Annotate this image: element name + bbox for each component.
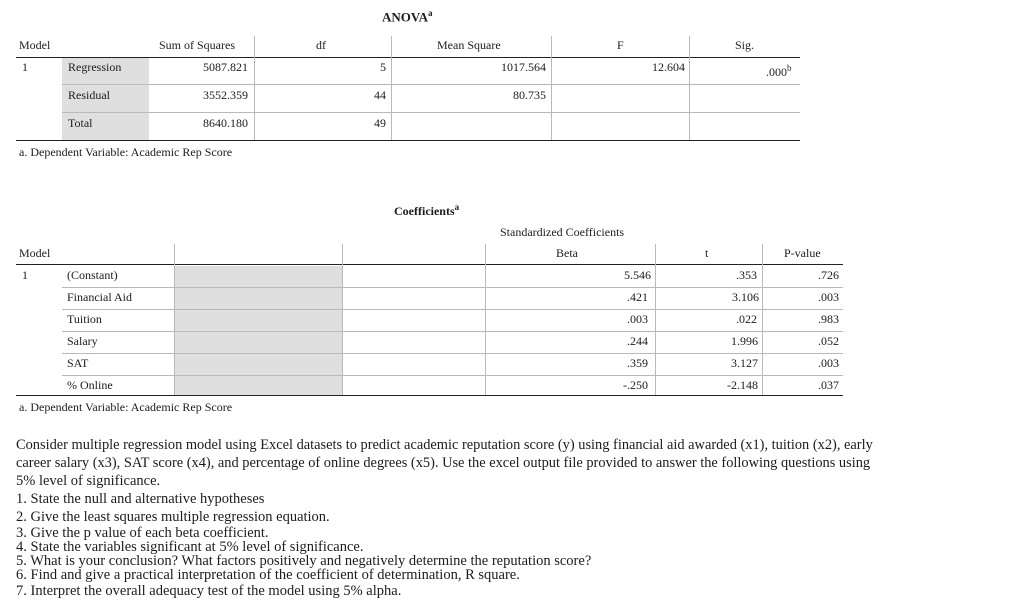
anova-header-rule <box>16 57 800 58</box>
row-label: Total <box>68 116 93 130</box>
anova-header-sig: Sig. <box>735 38 755 52</box>
coef-col-rule <box>342 244 343 395</box>
cell-ss: 3552.359 <box>203 88 248 102</box>
cell-t: -2.148 <box>727 378 758 392</box>
cell-ms: 1017.564 <box>501 60 546 74</box>
question-item: 5. What is your conclusion? What factors positively and negatively determine the reputation score? <box>16 553 592 569</box>
coefficients-title: Coefficients$^a$ <box>394 202 460 218</box>
anova-footnote: a. Dependent Variable: Academic Rep Score <box>19 145 233 159</box>
question-item: 1. State the null and alternative hypotheses <box>16 491 265 507</box>
cell-p: .726 <box>818 268 839 282</box>
row-label: Tuition <box>67 312 102 326</box>
anova-header-ms: Mean Square <box>437 38 501 52</box>
question-item: 2. Give the least squares multiple regression equation. <box>16 509 330 525</box>
coef-model-number: 1 <box>22 268 28 282</box>
cell-ss: 8640.180 <box>203 116 248 130</box>
anova-header-model: Model <box>19 38 51 52</box>
coef-header-beta: Beta <box>556 246 578 260</box>
anova-header-f: F <box>617 38 624 52</box>
anova-header-df: df <box>316 38 326 52</box>
coef-row-rule <box>62 331 843 332</box>
coef-header-std: Standardized Coefficients <box>500 225 625 239</box>
coef-col-rule <box>485 244 486 395</box>
question-intro-line: Consider multiple regression model using Excel datasets to predict academic reputation score (y) using financial aid awarded (x1), tuition (x2), early <box>16 437 873 453</box>
cell-ms: 80.735 <box>513 88 546 102</box>
coef-bottom-rule <box>16 395 843 396</box>
coef-header-t: t <box>705 246 709 260</box>
anova-col-rule <box>551 36 552 140</box>
question-item: 7. Interpret the overall adequacy test of the model using 5% alpha. <box>16 583 402 599</box>
cell-sig: .000$^b$ <box>766 63 792 79</box>
coef-col-rule <box>655 244 656 395</box>
cell-beta: .421 <box>627 290 648 304</box>
coef-row-rule <box>62 353 843 354</box>
cell-t: 3.127 <box>731 356 758 370</box>
cell-f: 12.604 <box>652 60 685 74</box>
question-item: 6. Find and give a practical interpretation of the coefficient of determination, R square. <box>16 567 520 583</box>
row-label: Residual <box>68 88 110 102</box>
cell-t: .022 <box>736 312 757 326</box>
anova-col-rule <box>254 36 255 140</box>
anova-model-number: 1 <box>22 60 28 74</box>
question-item: 4. State the variables significant at 5% level of significance. <box>16 539 364 555</box>
question-intro-line: 5% level of significance. <box>16 473 161 489</box>
cell-ss: 5087.821 <box>203 60 248 74</box>
coef-row-rule <box>62 287 843 288</box>
coef-col-rule <box>174 244 175 395</box>
row-label: (Constant) <box>67 268 118 282</box>
row-label: Financial Aid <box>67 290 132 304</box>
anova-col-rule <box>689 36 690 140</box>
cell-p: .983 <box>818 312 839 326</box>
question-intro-line: career salary (x3), SAT score (x4), and percentage of online degrees (x5). Use the excel output file provided to answer the following questions using <box>16 455 871 471</box>
cell-beta: -.250 <box>623 378 648 392</box>
cell-df: 5 <box>380 60 386 74</box>
coef-header-p: P-value <box>784 246 821 260</box>
cell-t: 3.106 <box>732 290 759 304</box>
cell-p: .037 <box>818 378 839 392</box>
anova-title: ANOVA$^a$ <box>382 8 433 25</box>
coef-row-rule <box>62 309 843 310</box>
cell-df: 49 <box>374 116 386 130</box>
cell-beta: .003 <box>627 312 648 326</box>
coef-header-rule <box>16 264 843 265</box>
cell-beta: 5.546 <box>624 268 651 282</box>
cell-p: .003 <box>818 290 839 304</box>
row-label: SAT <box>67 356 89 370</box>
row-label: Salary <box>67 334 98 348</box>
cell-p: .003 <box>818 356 839 370</box>
coef-header-model: Model <box>19 246 51 260</box>
row-label: Regression <box>68 60 122 74</box>
coef-col-rule <box>762 244 763 395</box>
cell-beta: .244 <box>627 334 648 348</box>
anova-header-ss: Sum of Squares <box>159 38 235 52</box>
coef-row-rule <box>62 375 843 376</box>
row-label: % Online <box>67 378 113 392</box>
anova-bottom-rule <box>16 140 800 141</box>
cell-beta: .359 <box>627 356 648 370</box>
cell-p: .052 <box>818 334 839 348</box>
cell-t: 1.996 <box>731 334 758 348</box>
question-item: 3. Give the p value of each beta coefficient. <box>16 525 269 541</box>
cell-df: 44 <box>374 88 386 102</box>
anova-col-rule <box>391 36 392 140</box>
coef-footnote: a. Dependent Variable: Academic Rep Score <box>19 400 233 414</box>
cell-t: .353 <box>736 268 757 282</box>
